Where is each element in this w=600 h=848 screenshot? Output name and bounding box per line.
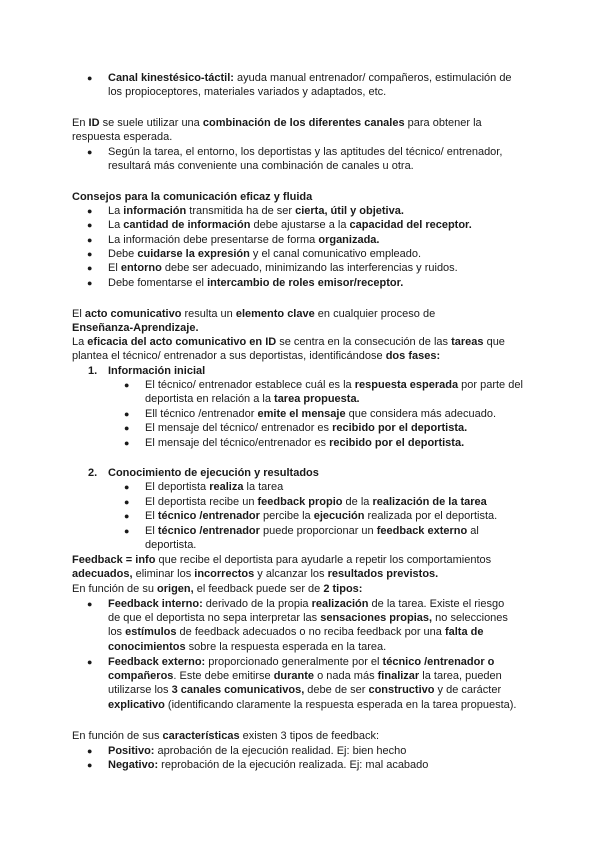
fase-1-item: ● Ell técnico /entrenador emite el mensaje que considera más adecuado. [145,407,530,421]
consejo-item: ● Debe fomentarse el intercambio de roles emisor/receptor. [108,276,528,290]
origen-paragraph: En función de su origen, el feedback puede ser de 2 tipos: [72,583,363,595]
id-paragraph: En ID se suele utilizar una combinación de los diferentes canales para obtener la respuesta esperada. [72,117,482,144]
fase-2-item: ● El deportista realiza la tarea [145,480,530,494]
fase-1-title: 1. Información inicial [88,365,206,377]
fase-1-item: ● El mensaje del técnico/entrenador es recibido por el deportista. [145,436,530,450]
fase-1-item: ● El mensaje del técnico/ entrenador es recibido por el deportista. [145,421,530,435]
caracteristicas-paragraph: En función de sus características existen 3 tipos de feedback: [72,730,380,742]
consejo-item: ● La información debe presentarse de forma organizada. [108,233,528,247]
canal-kinestesico-item: ● Canal kinestésico-táctil: ayuda manual entrenador/ compañeros, estimulación de los propioceptores, materiales variados y adaptados, etc. [108,71,518,99]
positivo-item: ● Positivo: aprobación de la ejecución realidad. Ej: bien hecho [108,744,518,758]
acto-paragraph: El acto comunicativo resulta un elemento clave en cualquier proceso de Enseñanza-Aprendizaje. [72,308,436,335]
eficacia-paragraph: La eficacia del acto comunicativo en ID se centra en la consecución de las tareas que plantea el técnico/ entrenador a sus deportistas, identificándose dos fases: [72,336,505,363]
consejo-item: ● El entorno debe ser adecuado, minimizando las interferencias y ruidos. [108,261,528,275]
consejo-item: ● La información transmitida ha de ser cierta, útil y objetiva. [108,204,528,218]
id-bullet: ● Según la tarea, el entorno, los deportistas y las aptitudes del técnico/ entrenador, resultará más conveniente una combinación de canales u otra. [108,145,508,173]
fase-2-item: ● El deportista recibe un feedback propio de la realización de la tarea [145,495,530,509]
fase-1-item: ● El técnico/ entrenador establece cuál es la respuesta esperada por parte del deportista en relación a la tarea propuesta. [145,378,530,406]
fase-2-title: 2. Conocimiento de ejecución y resultados [88,467,319,479]
feedback-interno-item: ● Feedback interno: derivado de la propia realización de la tarea. Existe el riesgo de que el deportista no sepa interpretar las sensaciones propias, no selecciones los estímulos de feedback adecuados o no reciba feedback por una falta de conocimientos sobre la respuesta esperada en la tarea. [108,597,518,654]
feedback-definition: Feedback = info que recibe el deportista para ayudarle a repetir los comportamientos adecuados, eliminar los incorrectos y alcanzar los resultados previstos. [72,554,492,581]
feedback-externo-item: ● Feedback externo: proporcionado generalmente por el técnico /entrenador o compañeros. Este debe emitirse durante o nada más finalizar la tarea, pueden utilizarse los 3 canales comunicativos, debe de ser constructivo y de carácter explicativo (identificando claramente la respuesta esperada en la tarea propuesta). [108,655,520,712]
consejo-item: ● La cantidad de información debe ajustarse a la capacidad del receptor. [108,218,528,232]
fase-2-item: ● El técnico /entrenador percibe la ejecución realizada por el deportista. [145,509,530,523]
fase-2-item: ● El técnico /entrenador puede proporcionar un feedback externo al deportista. [145,524,515,552]
negativo-item: ● Negativo: reprobación de la ejecución realizada. Ej: mal acabado [108,758,518,772]
consejo-item: ● Debe cuidarse la expresión y el canal comunicativo empleado. [108,247,528,261]
consejos-title: Consejos para la comunicación eficaz y fluida [72,191,313,203]
